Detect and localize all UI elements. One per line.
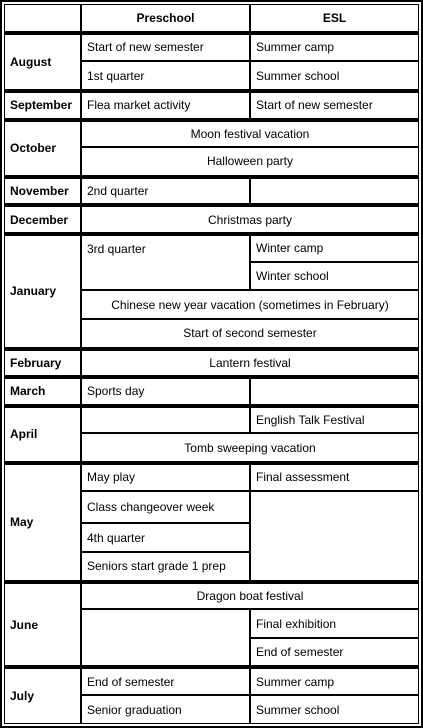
table-row: [4, 666, 419, 695]
event-cell: 3rd quarter: [81, 233, 250, 290]
event-cell: End of semester: [250, 638, 419, 667]
month-august: August: [4, 32, 81, 90]
event-cell-empty: [250, 491, 419, 581]
event-cell: Moon festival vacation: [81, 119, 419, 148]
table-row: [4, 581, 419, 610]
table-row: [4, 462, 419, 491]
month-july: July: [4, 666, 81, 724]
month-january: January: [4, 233, 81, 348]
event-cell: Lantern festival: [81, 348, 419, 377]
event-cell: Start of new semester: [81, 32, 250, 62]
header-month-cell: [4, 4, 81, 32]
school-calendar-table: [4, 4, 419, 724]
event-cell: End of semester: [81, 666, 250, 695]
event-cell: May play: [81, 462, 250, 491]
event-cell: [250, 176, 419, 205]
event-cell: Sports day: [81, 376, 250, 405]
event-cell: Summer camp: [250, 32, 419, 62]
month-june: June: [4, 581, 81, 667]
event-cell: [81, 405, 250, 434]
table-row: [4, 204, 419, 233]
event-cell: Christmas party: [81, 204, 419, 233]
month-october: October: [4, 119, 81, 176]
month-december: December: [4, 204, 81, 233]
event-cell: 2nd quarter: [81, 176, 250, 205]
event-cell: Dragon boat festival: [81, 581, 419, 610]
month-february: February: [4, 348, 81, 377]
event-cell: Chinese new year vacation (sometimes in February): [81, 290, 419, 319]
event-cell: English Talk Festival: [250, 405, 419, 434]
table-row: [4, 376, 419, 405]
table-row: [4, 119, 419, 148]
event-cell: Winter camp: [250, 233, 419, 262]
event-cell: Flea market activity: [81, 90, 250, 119]
event-cell: [250, 376, 419, 405]
event-cell: Summer camp: [250, 666, 419, 695]
table-row: [4, 176, 419, 205]
event-cell: Start of new semester: [250, 90, 419, 119]
event-cell: Halloween party: [81, 147, 419, 176]
table-row: [4, 90, 419, 119]
event-cell-empty: [81, 609, 250, 666]
month-may: May: [4, 462, 81, 581]
month-september: September: [4, 90, 81, 119]
event-cell: Winter school: [250, 262, 419, 291]
event-cell: Start of second semester: [81, 319, 419, 348]
event-cell: Summer school: [250, 695, 419, 724]
event-cell: 4th quarter: [81, 523, 250, 552]
event-cell: 1st quarter: [81, 61, 250, 90]
month-april: April: [4, 405, 81, 462]
header-row: [4, 4, 419, 32]
event-cell: Seniors start grade 1 prep: [81, 552, 250, 581]
event-cell: Senior graduation: [81, 695, 250, 724]
event-cell: Class changeover week: [81, 491, 250, 524]
table-row: [4, 233, 419, 262]
event-cell: Tomb sweeping vacation: [81, 433, 419, 462]
header-esl: ESL: [250, 4, 419, 32]
table-row: [4, 32, 419, 62]
event-cell: Final assessment: [250, 462, 419, 491]
table-row: [4, 348, 419, 377]
month-march: March: [4, 376, 81, 405]
header-preschool: Preschool: [81, 4, 250, 32]
event-cell: Final exhibition: [250, 609, 419, 638]
month-november: November: [4, 176, 81, 205]
table-row: [4, 405, 419, 434]
event-cell: Summer school: [250, 61, 419, 90]
